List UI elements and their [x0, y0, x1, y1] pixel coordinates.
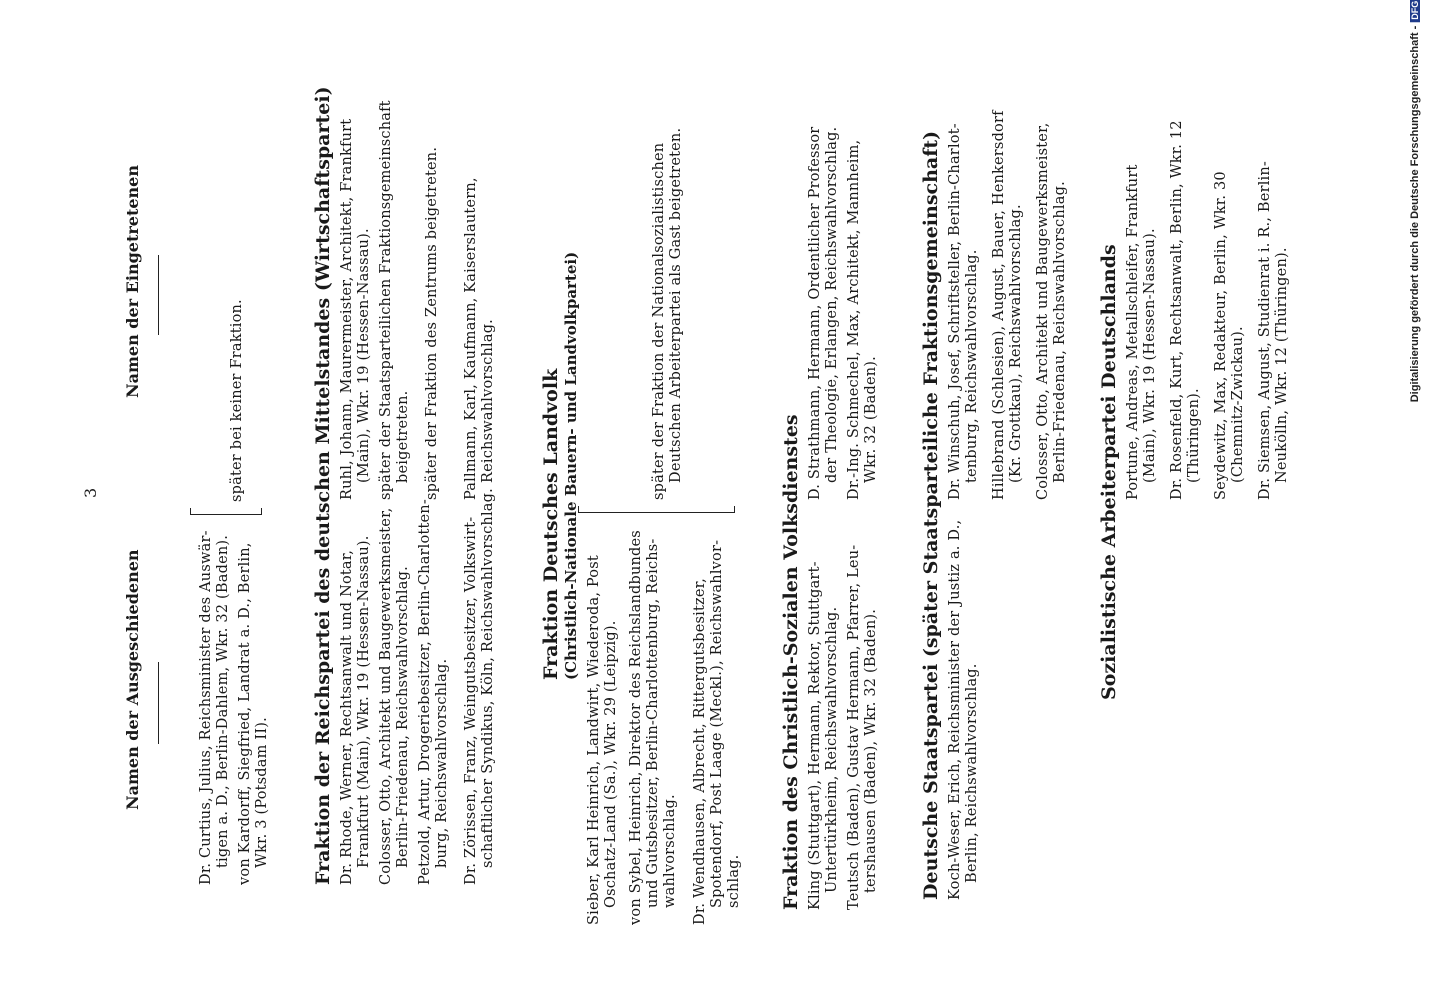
text-line-content: Wkr. 3 (Potsdam II).	[254, 717, 270, 868]
text-line-content: und Gutsbesitzer, Berlin-Charlottenburg, Reichs-	[645, 538, 661, 908]
text-line-content: Fraktion der Reichspartei des deutschen Mittelstandes (Wirtschaftspartei)	[312, 86, 334, 885]
text-line-content: (Main), Wkr. 19 (Hessen-Nassau).	[356, 228, 372, 483]
text-line-content: D. Strathmann, Hermann, Ordentlicher Professor	[807, 126, 823, 500]
text-line-content: Kling (Stuttgart), Hermann, Rektor, Stuttgart-	[807, 561, 823, 910]
text-line-content: Berlin-Friedenau, Reichswahlvorschlag.	[395, 566, 411, 868]
text-line-content: Untertürkheim, Reichswahlvorschlag.	[824, 606, 840, 893]
text-line-content: Colosser, Otto, Architekt und Baugewerksmeister,	[1035, 122, 1051, 500]
text-line-content: später der Fraktion des Zentrums beigetreten.	[424, 146, 440, 500]
text-line-content: Wkr. 32 (Baden).	[863, 356, 879, 483]
text-line-content: Deutsche Staatspartei (später Staatsparteiliche Fraktionsgemeinschaft)	[920, 130, 942, 900]
text-line-content: Spotendorf, Post Laage (Meckl.), Reichswahlvor-	[709, 539, 725, 908]
text-line-content: später bei keiner Fraktion.	[229, 299, 245, 502]
text-line-content: (Chemnitz-Zwickau).	[1230, 326, 1246, 483]
text-line-content: schlag.	[726, 854, 742, 908]
text-line-content: tigen a. D., Berlin-Dahlem, Wkr. 32 (Baden).	[215, 534, 231, 868]
text-line-content: von Kardorff, Siegfried, Landrat a. D., Berlin,	[237, 542, 253, 885]
text-line-content: Portune, Andreas, Metallschleifer, Frankfurt	[1125, 164, 1141, 500]
text-line-content: Fraktion Deutsches Landvolk	[540, 368, 562, 680]
text-line-content: Dr. Siemsen, August, Studienrat i. R., Berlin-	[1257, 160, 1273, 500]
text-line	[725, 854, 778, 926]
page-number-text: 3	[81, 487, 100, 498]
text-line-content: Neukölln, Wkr. 12 (Thüringen).	[1274, 247, 1290, 483]
text-line-content: Petzold, Artur, Drogeriebesitzer, Berlin-Charlotten-	[417, 499, 433, 885]
text-line-content: später der Staatsparteilichen Fraktionsgemeinschaft	[378, 100, 394, 500]
text-line-content: Sieber, Karl Heinrich, Landwirt, Wiederoda, Post	[586, 555, 602, 925]
text-line-content: tershausen (Baden), Wkr. 32 (Baden).	[863, 608, 879, 893]
text-line-content: Hillebrand (Schlesien), August, Bauer, Henkersdorf	[991, 110, 1007, 500]
text-line-content: schaftlicher Syndikus, Köln, Reichswahlvorschlag.	[480, 488, 496, 868]
text-line-content: (Christlich-Nationale Bauern- und Landvolkpartei)	[562, 251, 580, 680]
text-line-content: Berlin, Reichswahlvorschlag.	[964, 663, 980, 883]
watermark	[1400, 0, 1430, 403]
divider-right	[158, 255, 159, 335]
text-line-content: Berlin-Friedenau, Reichswahlvorschlag.	[1052, 181, 1068, 483]
text-line-content: burg, Reichswahlvorschlag.	[434, 658, 450, 868]
page-number	[81, 487, 100, 516]
text-line-content: von Sybel, Heinrich, Direktor des Reichslandbundes	[628, 530, 644, 925]
text-line-content: Dr. Rhode, Werner, Rechtsanwalt und Notar,	[339, 549, 355, 885]
text-line-content: Koch-Weser, Erich, Reichsminister der Justiz a. D.,	[947, 519, 963, 900]
text-line-content: Dr. Winschuh, Josef, Schriftsteller, Berlin-Charlot-	[947, 123, 963, 500]
watermark-label: Digitalisierung gefördert durch die Deutsche Forschungsgemeinschaft -	[1409, 25, 1421, 403]
text-line-content: Dr. Rosenfeld, Kurt, Rechtsanwalt, Berlin, Wkr. 12	[1169, 120, 1185, 500]
heading-left-text: Namen der Ausgeschiedenen	[123, 549, 142, 810]
text-line-content: wahlvorschlag.	[662, 794, 678, 908]
text-line-content: Sozialistische Arbeiterpartei Deutschlands	[1098, 244, 1120, 700]
watermark-text	[1409, 0, 1421, 402]
text-line-content: Dr. Curtius, Julius, Reichsminister des Auswär-	[198, 530, 214, 885]
text-line-content: Dr. Wendhausen, Albrecht, Rittergutsbesitzer,	[692, 578, 708, 925]
heading-right-text: Namen der Eingetretenen	[123, 165, 142, 398]
text-line-content: (Main), Wkr. 19 (Hessen-Nassau).	[1142, 228, 1158, 483]
text-line-content: Fraktion des Christlich-Sozialen Volksdienstes	[780, 414, 802, 910]
text-line-content: der Theologie, Erlangen, Reichswahlvorschlag.	[824, 126, 840, 483]
text-line-content: Reichswahlvorschlag.	[480, 319, 496, 483]
text-line-content: Frankfurt (Main), Wkr. 19 (Hessen-Nassau).	[356, 535, 372, 868]
text-line-content: Dr.-Ing. Schmechel, Max, Architekt, Mannheim,	[846, 139, 862, 500]
text-line-content: Teutsch (Baden), Gustav Hermann, Pfarrer, Leu-	[846, 544, 862, 910]
text-line-content: (Thüringen).	[1186, 388, 1202, 483]
text-line-content: Dr. Zörissen, Franz, Weingutsbesitzer, Volkswirt-	[463, 516, 479, 885]
text-line-content: Ruhl, Johann, Maurermeister, Architekt, Frankfurt	[339, 118, 355, 500]
divider-left	[158, 662, 159, 744]
text-line-content: Deutschen Arbeiterpartei als Gast beigetreten.	[668, 127, 684, 483]
dfg-logo: DFG	[1410, 0, 1420, 23]
text-line-content: Oschatz-Land (Sa.), Wkr. 29 (Leipzig).	[603, 620, 619, 908]
text-line	[963, 663, 1183, 901]
text-line-content: tenburg, Reichswahlvorschlag.	[964, 249, 980, 483]
text-line-content: Pallmann, Karl, Kaufmann, Kaiserslautern,	[463, 177, 479, 500]
text-line-content: Colosser, Otto, Architekt und Baugewerksmeister,	[378, 507, 394, 885]
text-line-content: (Kr. Grottkau), Reichswahlvorschlag.	[1008, 204, 1024, 483]
text-line-content: später der Fraktion der Nationalsozialistischen	[651, 142, 667, 500]
text-line	[1273, 247, 1434, 501]
text-line-content: Seydewitz, Max, Redakteur, Berlin, Wkr. 30	[1213, 171, 1229, 500]
text-line-content: beigetreten.	[395, 390, 411, 483]
